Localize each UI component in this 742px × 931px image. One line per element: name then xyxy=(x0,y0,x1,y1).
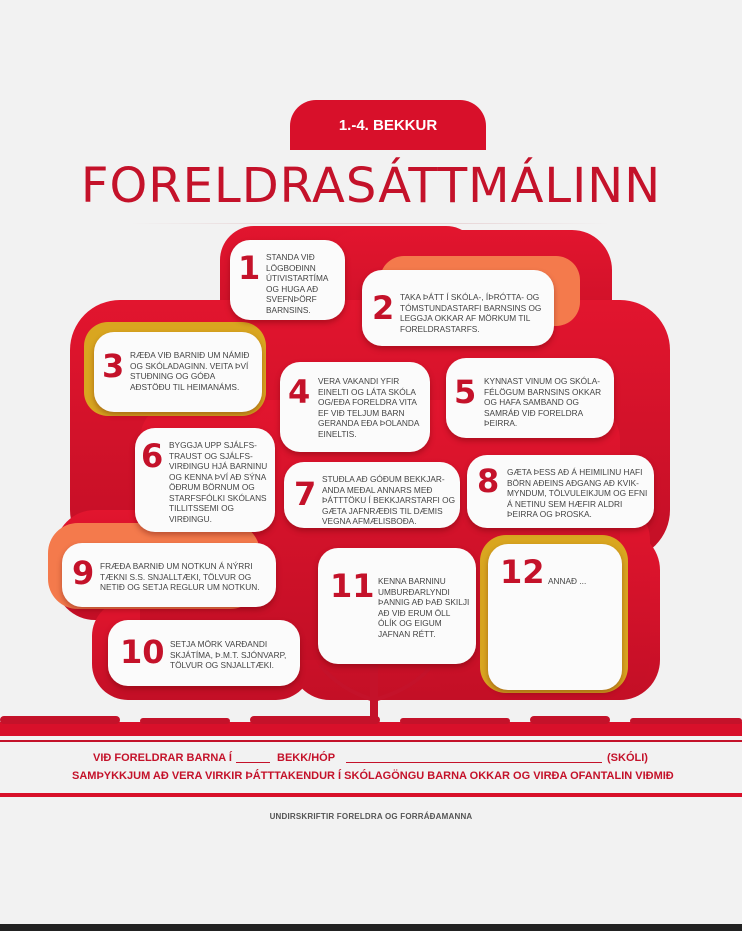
item-card-7 xyxy=(284,462,460,528)
grade-blank[interactable] xyxy=(236,762,270,763)
item-text: SETJA MÖRK VARÐANDI SKJÁTÍMA, Þ.M.T. SJÓNVARP, TÖLVUR OG SNJALLTÆKI. xyxy=(170,639,287,670)
item-number: 12 xyxy=(500,553,545,591)
item-text: VERA VAKANDI YFIR EINELTI OG LÁTA SKÓLA OG/EÐA FORELDRA VITA EF VIÐ TELJUM BARN GERANDA EÐA ÞOLANDA EINELTIS. xyxy=(318,376,419,439)
item-text: STANDA VIÐ LÖGBOÐINN ÚTIVISTARTÍMA OG HUGA AÐ SVEFNÞÖRF BARNSINS. xyxy=(266,252,328,315)
item-card-5 xyxy=(446,358,614,438)
item-number: 1 xyxy=(238,249,261,287)
item-card-4 xyxy=(280,362,430,452)
item-number: 10 xyxy=(120,633,165,671)
item-text: KYNNAST VINUM OG SKÓLA-FÉLÖGUM BARNSINS OKKAR OG HAFA SAMBAND OG SAMRÁÐ VIÐ FORELDRA ÞEIRRA. xyxy=(484,376,602,428)
item-number: 7 xyxy=(294,475,317,513)
ground-tufts xyxy=(0,716,742,724)
item-text: RÆÐA VIÐ BARNIÐ UM NÁMIÐ OG SKÓLADAGINN. VEITA ÞVÍ STUÐNING OG GÓÐA AÐSTÖÐU TIL HEIMANÁMS. xyxy=(130,350,250,392)
page-title: FORELDRASÁTTMÁLINN xyxy=(80,158,662,214)
item-number: 4 xyxy=(288,373,311,411)
signature-label: UNDIRSKRIFTIR FORELDRA OG FORRÁÐAMANNA xyxy=(269,812,473,821)
pledge-bottom-bar xyxy=(0,793,742,797)
item-number: 11 xyxy=(330,567,375,605)
ground xyxy=(0,722,742,736)
item-card-11 xyxy=(318,548,476,664)
item-card-8 xyxy=(467,455,654,528)
divider-line xyxy=(0,740,742,742)
item-card-1 xyxy=(230,240,345,320)
grade-tab: 1.-4. BEKKUR xyxy=(290,100,486,150)
pledge-class: BEKK/HÓP xyxy=(277,752,336,764)
item-card-2 xyxy=(362,270,554,346)
pledge-agreement: SAMÞYKKJUM AÐ VERA VIRKIR ÞÁTTTAKENDUR Í SKÓLAGÖNGU BARNA OKKAR OG VIRÐA OFANTALIN VIÐMIÐ xyxy=(72,770,674,782)
item-number: 9 xyxy=(72,554,95,592)
item-card-10 xyxy=(108,620,300,686)
pledge-school: (SKÓLI) xyxy=(607,752,648,764)
item-number: 8 xyxy=(477,462,500,500)
item-card-6 xyxy=(135,428,275,532)
item-number: 2 xyxy=(372,289,395,327)
item-card-3 xyxy=(94,332,262,412)
item-text: STUÐLA AÐ GÓÐUM BEKKJAR-ANDA MEÐAL ANNARS MEÐ ÞÁTTTÖKU Í BEKKJARSTARFI OG GÆTA JAFNRÆÐIS TIL DÆMIS VEGNA AFMÆLISBOÐA. xyxy=(322,474,456,526)
bottom-bar xyxy=(0,924,742,931)
item-text: KENNA BARNINU UMBURÐARLYNDI ÞANNIG AÐ ÞAÐ SKILJI AÐ VIÐ ERUM ÖLL ÓLÍK OG EIGUM JAFNAN RÉTT. xyxy=(378,576,470,639)
item-number: 6 xyxy=(141,437,164,475)
item-text: TAKA ÞÁTT Í SKÓLA-, ÍÞRÓTTA- OG TÓMSTUNDASTARFI BARNSINS OG LEGGJA OKKAR AF MÖRKUM TIL FORELDRASTARFS. xyxy=(400,292,542,334)
school-blank[interactable] xyxy=(346,762,602,763)
pledge-start: VIÐ FORELDRAR BARNA Í xyxy=(93,752,232,764)
item-card-9 xyxy=(62,543,276,607)
item-number: 5 xyxy=(454,373,477,411)
item-text: FRÆÐA BARNIÐ UM NOTKUN Á NÝRRI TÆKNI S.S. SNJALLTÆKI, TÖLVUR OG NETIÐ OG SETJA REGLUR UM NOTKUN. xyxy=(100,561,260,592)
item-card-12 xyxy=(488,544,622,690)
item-text: BYGGJA UPP SJÁLFS-TRAUST OG SJÁLFS-VIRÐINGU HJÁ BARNINU OG KENNA ÞVÍ AÐ SÝNA ÖÐRUM BÖRNUM OG STARFSFÓLKI SKÓLANS TILLITSSEMI OG VIRÐINGU. xyxy=(169,440,268,524)
item-number: 3 xyxy=(102,347,125,385)
item-text: ANNAÐ ... xyxy=(548,576,587,586)
item-text: GÆTA ÞESS AÐ Á HEIMILINU HAFI BÖRN AÐEINS AÐGANG AÐ KVIK-MYNDUM, TÖLVULEIKJUM OG EFNI Á NETINU SEM HÆFIR ALDRI ÞEIRRA OG ÞROSKA. xyxy=(507,467,648,519)
